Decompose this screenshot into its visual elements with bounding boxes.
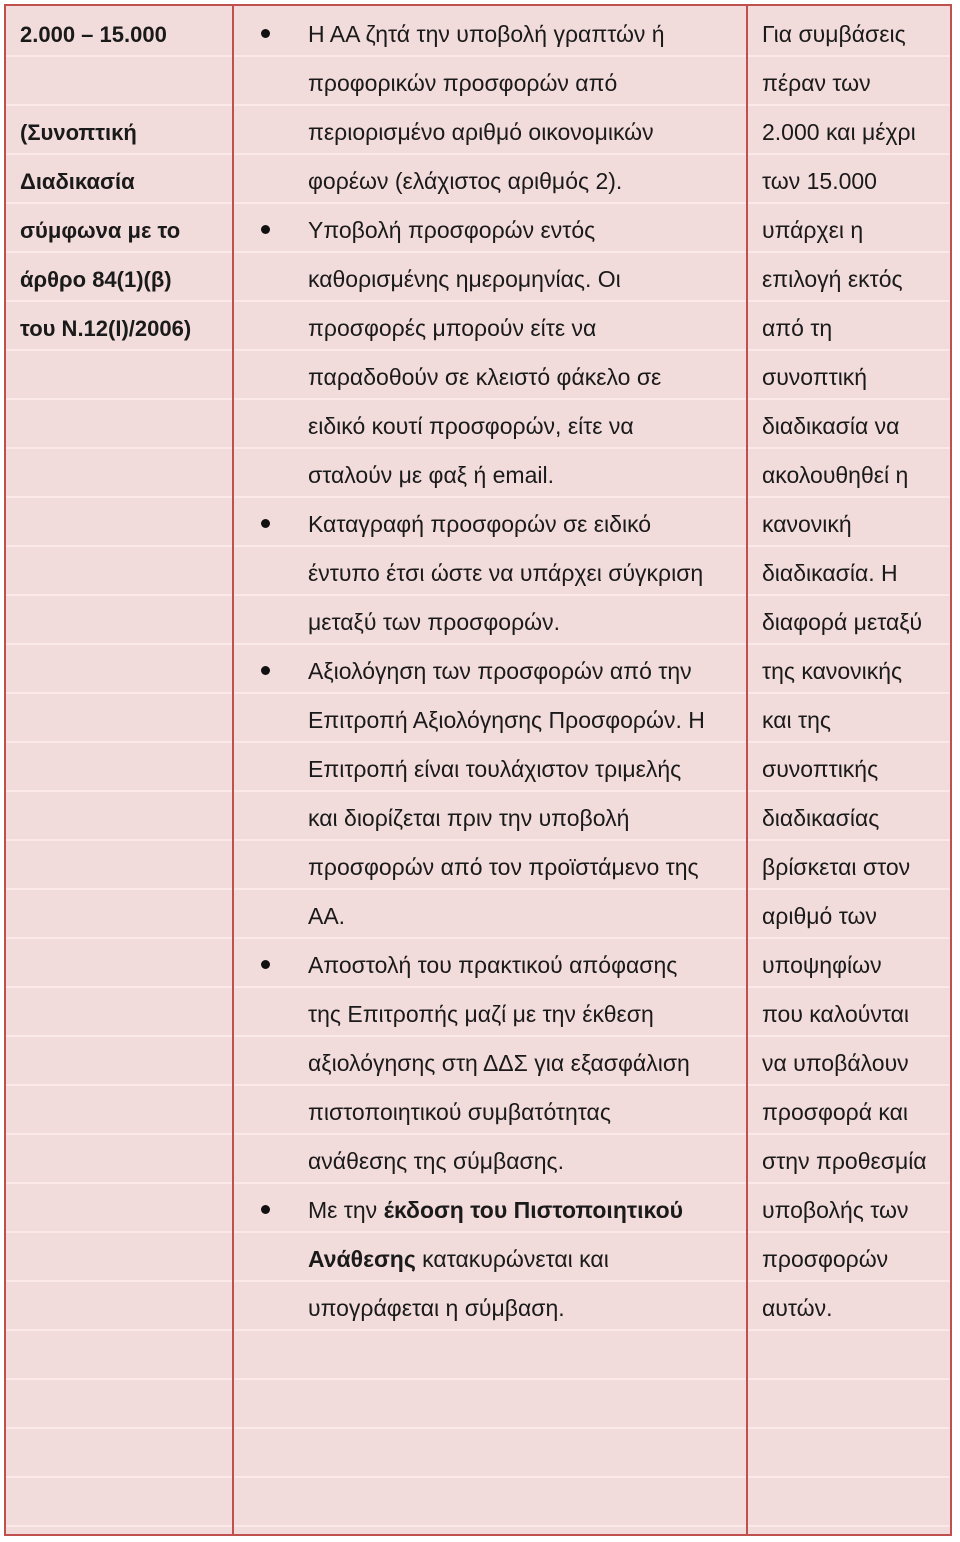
note-line: αυτών. [762, 1295, 833, 1321]
step-line: αξιολόγησης στη ΔΔΣ για εξασφάλιση [308, 1050, 690, 1076]
procedure-line: (Συνοπτική [20, 120, 137, 145]
step-line: Υποβολή προσφορών εντός [308, 217, 596, 243]
step-line: Επιτροπή είναι τουλάχιστον τριμελής [308, 756, 682, 782]
bullet-icon [261, 29, 270, 38]
procurement-table [4, 4, 952, 1536]
value-range-cell [6, 6, 234, 1534]
step-line: περιορισμένο αριθμό οικονομικών [308, 119, 654, 145]
note-line: που καλούνται [762, 1001, 910, 1027]
procedure-steps-list [234, 10, 746, 1333]
step-line: σταλούν με φαξ ή email. [308, 462, 554, 488]
note-line: βρίσκεται στον [762, 854, 911, 880]
bullet-icon [261, 666, 270, 675]
list-item [234, 500, 746, 647]
note-line: των 15.000 [762, 168, 877, 194]
note-line: διαδικασία. Η [762, 560, 898, 586]
step-line: της Επιτροπής μαζί με την έκθεση [308, 1001, 654, 1027]
note-line: 2.000 και μέχρι [762, 119, 916, 145]
step-line: έντυπο έτσι ώστε να υπάρχει σύγκριση [308, 560, 704, 586]
note-line: διαδικασία να [762, 413, 900, 439]
note-line: από τη [762, 315, 833, 341]
step-line: ανάθεσης της σύμβασης. [308, 1148, 564, 1174]
step-line: παραδοθούν σε κλειστό φάκελο σε [308, 364, 662, 390]
bullet-icon [261, 225, 270, 234]
note-line: υποβολής των [762, 1197, 909, 1223]
bold-phrase: έκδοση του Πιστοποιητικού [383, 1197, 684, 1223]
bullet-icon [261, 960, 270, 969]
bold-phrase: Ανάθεσης [308, 1246, 416, 1272]
note-line: στην προθεσμία [762, 1148, 927, 1174]
note-line: υποψηφίων [762, 952, 882, 978]
procedure-line: άρθρο 84(1)(β) [20, 267, 172, 292]
note-line: της κανονικής [762, 658, 903, 684]
step-line: Αποστολή του πρακτικού απόφασης [308, 952, 678, 978]
step-line: προσφορές μπορούν είτε να [308, 315, 597, 341]
step-line: καθορισμένης ημερομηνίας. Οι [308, 266, 621, 292]
note-line: συνοπτικής [762, 756, 879, 782]
procedure-line: σύμφωνα με το [20, 218, 181, 243]
note-line: προσφορά και [762, 1099, 909, 1125]
notes-text [762, 10, 950, 1333]
step-line: πιστοποιητικού συμβατότητας [308, 1099, 611, 1125]
step-line: Με την έκδοση του Πιστοποιητικού [308, 1197, 684, 1223]
note-line: αριθμό των [762, 903, 877, 929]
step-line: υπογράφεται η σύμβαση. [308, 1295, 565, 1321]
list-item [234, 1186, 746, 1333]
note-line: ακολουθηθεί η [762, 462, 909, 488]
note-line: υπάρχει η [762, 217, 864, 243]
list-item [234, 647, 746, 941]
note-line: Για συμβάσεις [762, 21, 906, 47]
bullet-icon [261, 519, 270, 528]
value-range-text [20, 10, 230, 353]
note-line: διαδικασίας [762, 805, 880, 831]
step-line: ΑΑ. [308, 903, 346, 929]
procedure-steps-cell [234, 6, 748, 1534]
step-line: Αξιολόγηση των προσφορών από την [308, 658, 692, 684]
step-line: Επιτροπή Αξιολόγησης Προσφορών. Η [308, 707, 705, 733]
step-line: προσφορών από τον προϊστάμενο της [308, 854, 699, 880]
note-line: κανονική [762, 511, 852, 537]
list-item [234, 206, 746, 500]
step-line: Καταγραφή προσφορών σε ειδικό [308, 511, 652, 537]
list-item [234, 10, 746, 206]
step-line: μεταξύ των προσφορών. [308, 609, 561, 635]
step-line: Η ΑΑ ζητά την υποβολή γραπτών ή [308, 21, 665, 47]
step-line: Ανάθεσης κατακυρώνεται και [308, 1246, 609, 1272]
list-item [234, 941, 746, 1186]
note-line: επιλογή εκτός [762, 266, 903, 292]
step-line: προφορικών προσφορών από [308, 70, 618, 96]
note-line: διαφορά μεταξύ [762, 609, 923, 635]
step-line: ειδικό κουτί προσφορών, είτε να [308, 413, 634, 439]
procedure-line: Διαδικασία [20, 169, 135, 194]
step-line: και διορίζεται πριν την υποβολή [308, 805, 630, 831]
note-line: προσφορών [762, 1246, 889, 1272]
note-line: συνοπτική [762, 364, 868, 390]
value-range: 2.000 – 15.000 [20, 22, 167, 47]
notes-cell [748, 6, 950, 1534]
step-line: φορέων (ελάχιστος αριθμός 2). [308, 168, 623, 194]
bullet-icon [261, 1205, 270, 1214]
note-line: πέραν των [762, 70, 871, 96]
procedure-line: του Ν.12(Ι)/2006) [20, 316, 192, 341]
note-line: να υποβάλουν [762, 1050, 909, 1076]
note-line: και της [762, 707, 831, 733]
